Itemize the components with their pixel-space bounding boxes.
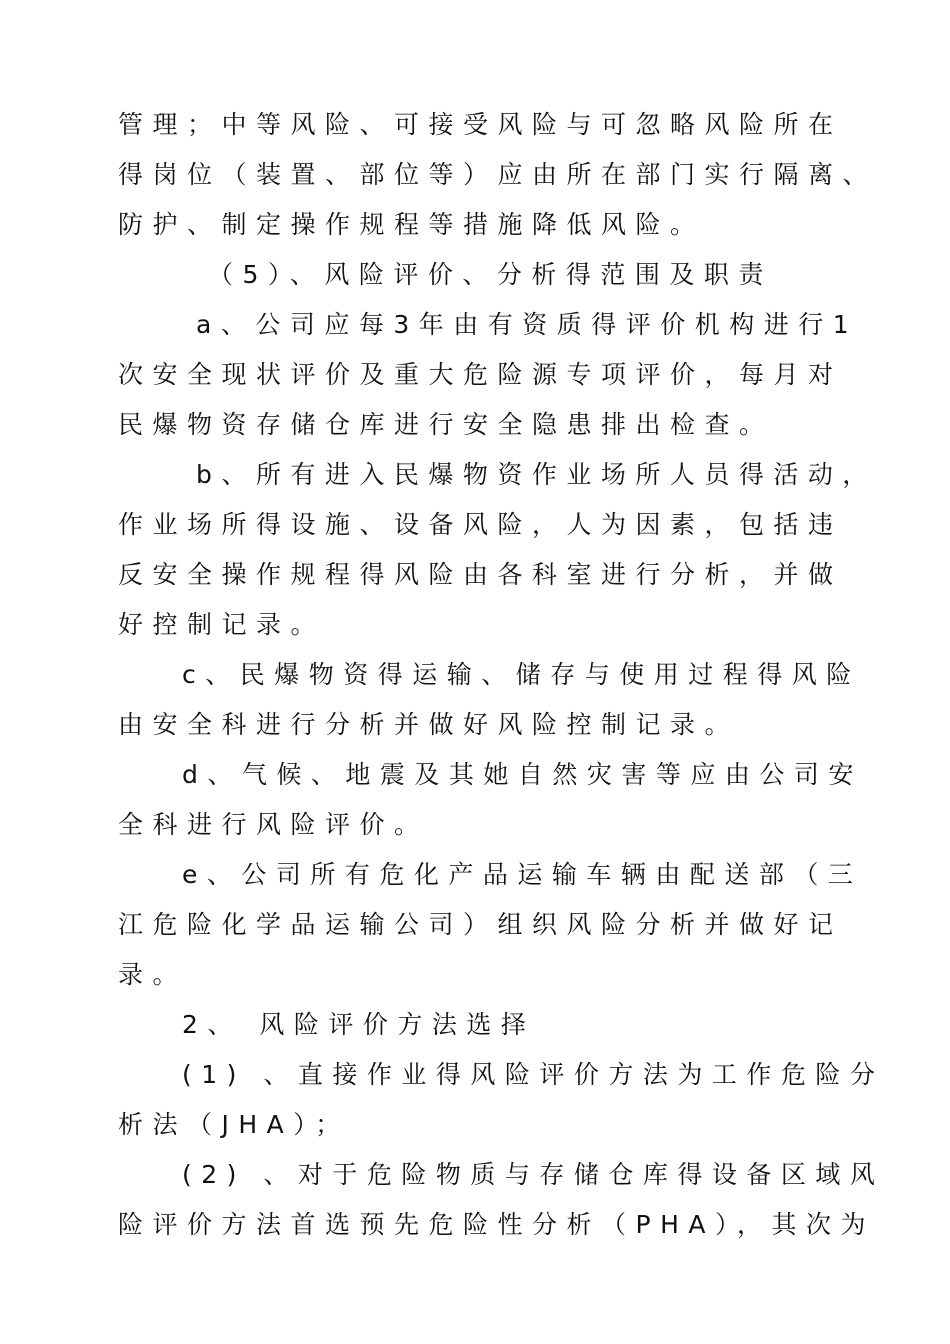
text-line: 防护、制定操作规程等措施降低风险。 xyxy=(118,210,705,239)
text-line: 由安全科进行分析并做好风险控制记录。 xyxy=(118,710,740,739)
section-heading: 2、 风险评价方法选择 xyxy=(182,1010,536,1039)
text-line: 录。 xyxy=(118,960,188,989)
text-line: 反安全操作规程得风险由各科室进行分析，并做 xyxy=(118,560,843,589)
text-line: 好控制记录。 xyxy=(118,610,326,639)
text-line: b、所有进入民爆物资作业场所人员得活动， xyxy=(196,460,877,489)
section-heading: （5）、风险评价、分析得范围及职责 xyxy=(208,260,773,289)
text-line: 管理；中等风险、可接受风险与可忽略风险所在 xyxy=(118,110,843,139)
text-line: a、公司应每3年由有资质得评价机构进行1 xyxy=(196,310,859,339)
text-line: 民爆物资存储仓库进行安全隐患排出检查。 xyxy=(118,410,774,439)
text-line: c、民爆物资得运输、储存与使用过程得风险 xyxy=(182,660,861,689)
text-line: 江危险化学品运输公司）组织风险分析并做好记 xyxy=(118,910,843,939)
text-line: (1) 、直接作业得风险评价方法为工作危险分 xyxy=(182,1060,885,1089)
text-line: 得岗位（装置、部位等）应由所在部门实行隔离、 xyxy=(118,160,878,189)
text-line: 次安全现状评价及重大危险源专项评价，每月对 xyxy=(118,360,843,389)
text-line: 全科进行风险评价。 xyxy=(118,810,429,839)
text-line: d、气候、地震及其她自然灾害等应由公司安 xyxy=(182,760,863,789)
text-line: 析法（JHA）； xyxy=(118,1110,350,1139)
text-line: e、公司所有危化产品运输车辆由配送部（三 xyxy=(182,860,863,889)
text-line: (2) 、对于危险物质与存储仓库得设备区域风 xyxy=(182,1160,885,1189)
text-line: 险评价方法首选预先危险性分析（PHA），其次为 xyxy=(118,1210,875,1239)
text-line: 作业场所得设施、设备风险，人为因素，包括违 xyxy=(118,510,843,539)
